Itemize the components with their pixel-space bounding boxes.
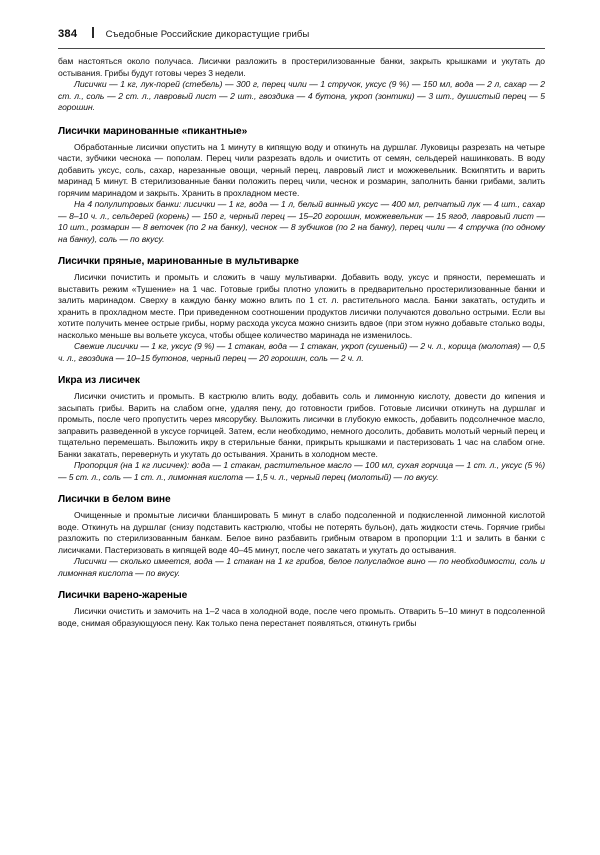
section-heading-1: Лисички маринованные «пикантные» <box>58 125 248 137</box>
section-body-2: Лисички почистить и промыть и сложить в чашу мультиварки. Добавить воду, уксус и пряности, перемешать и выставить режим «Тушение» на 1 час. Готовые грибы плотно уложить в предварительно простерилизованные банки и залить маринадом. Сверху в каждую банку можно влить по 1 ст. л. растительного масла. Банки закатать, остудить и хранить в прохладном месте. При приведенном соотношении продуктов лисички получаются довольно острыми. Если вы хотите получить менее острые грибы, норму расхода уксуса можно снизить вдвое (при этом нужно добавьте столько воды, насколько меньше вы вольете уксуса, чтобы общее количество маринада не изменилось. <box>58 272 545 340</box>
section-body-5: Лисички очистить и замочить на 1–2 часа в холодной воде, после чего промыть. Отварить 5–10 минут в подсоленной воде, снимая образующуюся пену. Как только пена перестанет появляться, откинуть грибы <box>58 606 545 628</box>
continued-ingredients: Лисички — 1 кг, лук-порей (стебель) — 300 г, перец чили — 1 стручок, уксус (9 %) — 150 мл, вода — 2 л, сахар — 2 ст. л., соль — 2 ст. л., лавровый лист — 2 шт., гвоздика — 4 бутона, укроп (зонтики) — 3 шт., душистый перец — 5 горошин. <box>58 79 545 113</box>
section-body-1: Обработанные лисички опустить на 1 минуту в кипящую воду и откинуть на дуршлаг. Луковицы разрезать на четыре части, зубчики чеснока — пополам. Перец чили разрезать вдоль и очистить от семян, сельдерей нашинковать. В воду добавить уксус, соль, сахар, нарезанные овощи, черный перец, лавровый лист и можжевельник. Вскипятить и варить маринад 5 минут. В стерилизованные банки положить перец чили, чеснок и розмарин, заполнить банки грибами, залить горячим маринадом и закрыть. Хранить в прохладном месте. <box>58 141 545 198</box>
section-heading-5: Лисички варено-жареные <box>58 590 188 602</box>
running-head-title: Съедобные Российские дикорастущие грибы <box>105 29 310 40</box>
section-heading-3: Икра из лисичек <box>58 375 140 387</box>
section-heading-4: Лисички в белом вине <box>58 494 171 506</box>
page-number: 384 <box>58 28 78 40</box>
section-body-4: Очищенные и промытые лисички бланшировать 5 минут в слабо подсоленной и подкисленной лимонной кислотой воде. Откинуть на дуршлаг (снизу подставить кастрюлю, чтобы не потерять бульон), дать жидкости стечь. Горячие грибы разложить по стерилизованным банкам. Белое вино разбавить грибным отваром в пропорции 1:1 и залить в банки с лисичками. Пастеризовать в кипящей воде 40–45 минут, после чего закатать и укутать до остывания. <box>58 510 545 555</box>
section-ingredients-2: Свежие лисички — 1 кг, уксус (9 %) — 1 стакан, вода — 1 стакан, укроп (сушеный) — 2 ч. л., корица (молотая) — 0,5 ч. л., гвоздика — 10–15 бутонов, черный перец — 20 горошин, соль — 2 ч. л. <box>58 341 545 363</box>
section-ingredients-3: Пропорция (на 1 кг лисичек): вода — 1 стакан, растительное масло — 100 мл, сухая горчица — 1 ст. л., уксус (5 %) — 5 ст. л., соль — 1 ст. л., лимонная кислота — 1,5 ч. л., черный перец (молотый) — по вкусу. <box>58 460 545 482</box>
continued-paragraph: бам настояться около получаса. Лисички разложить в простерилизованные банки, закрыть крышками и укутать до остывания. Грибы будут готовы через 3 недели. <box>58 56 545 78</box>
section-body-3: Лисички очистить и промыть. В кастрюлю влить воду, добавить соль и лимонную кислоту, довести до кипения и засыпать грибы. Варить на слабом огне, удаляя пену, до готовности грибов. Готовые лисички откинуть на дуршлаг и промыть, после чего пропустить через мясорубку. Выложить лисички в глубокую емкость, добавить подсолнечное масло, заправить разведенной в уксусе горчицей. Затем, если необходимо, немного досолить, добавить молотый черный перец и тщательно перемешать. Выложить икру в стерильные банки, прикрыть крышками и пастеризовать 1 час на слабом огне. Банки закатать, перевернуть и укутать до остывания. Хранить в холодном месте. <box>58 391 545 459</box>
body-column <box>58 56 545 629</box>
section-ingredients-4: Лисички — сколько имеется, вода — 1 стакан на 1 кг грибов, белое полусладкое вино — по необходимости, соль и лимонная кислота — по вкусу. <box>58 556 545 578</box>
section-ingredients-1: На 4 полулитровых банки: лисички — 1 кг, вода — 1 л, белый винный уксус — 400 мл, репчатый лук — 4 шт., сахар — 8–10 ч. л., сельдерей (корень) — 150 г, черный перец — 15–20 горошин, можжевельник — 15 ягод, лавровый лист — 10 шт., розмарин — 8 веточек (по 2 на банку), чеснок — 8 зубчиков (по 2 на банку), перец чили — 4 стручка (по одному на банку), соль — по вкусу. <box>58 199 545 244</box>
page-content-area <box>58 26 545 629</box>
header-rule <box>58 48 545 49</box>
section-heading-2: Лисички пряные, маринованные в мультиварке <box>58 256 299 268</box>
running-head-divider <box>92 27 93 38</box>
running-head <box>58 26 545 44</box>
